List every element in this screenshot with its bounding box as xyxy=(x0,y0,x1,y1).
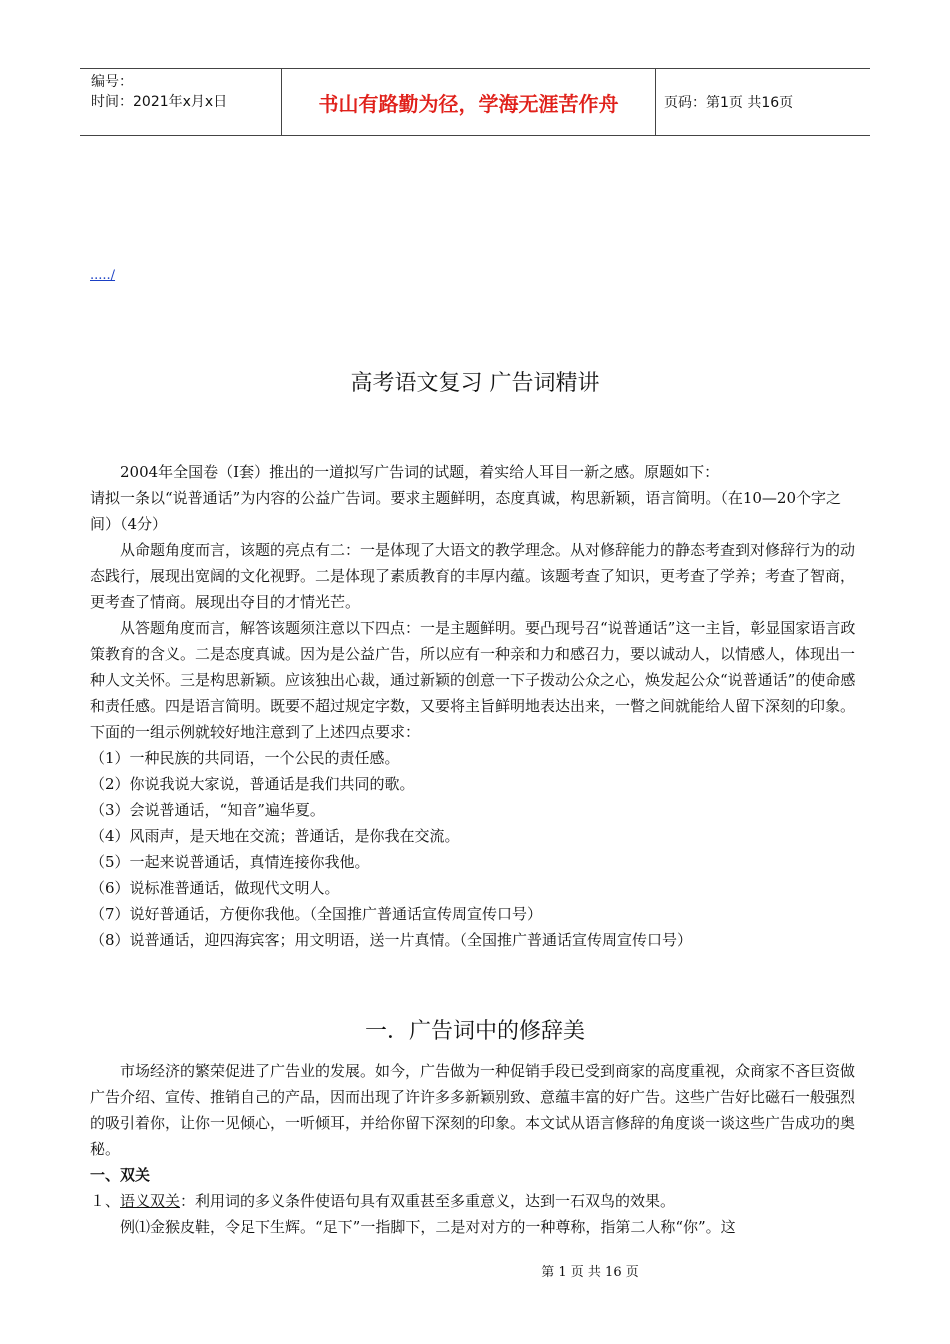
header-meta xyxy=(80,69,282,135)
example-item: （5）一起来说普通话，真情连接你我他。 xyxy=(90,853,370,871)
example-item: （7）说好普通话，方便你我他。（全国推广普通话宣传周宣传口号） xyxy=(90,905,543,923)
header-table xyxy=(80,68,870,136)
header-motto: 书山有路勤为径，学海无涯苦作舟 xyxy=(282,69,656,135)
example-item: （4）风雨声，是天地在交流；普通话，是你我在交流。 xyxy=(90,827,460,845)
section-paragraph-1: 市场经济的繁荣促进了广告业的发展。如今，广告做为一种促销手段已受到商家的高度重视，众商家不吝巨资做广告介绍、宣传、推销自己的产品，因而出现了许许多多新颖别致、意蕴丰富的好广告。这些广告好比磁石一般强烈的吸引着你，让你一见倾心，一听倾耳，并给你留下深刻的印象。本文试从语言修辞的角度谈一谈这些广告成功的奥秘。 xyxy=(90,1062,856,1158)
intro-paragraph-4: 从答题角度而言，解答该题须注意以下四点：一是主题鲜明。要凸现号召“说普通话”这一主旨，彰显国家语言政策教育的含义。二是态度真诚。因为是公益广告，所以应有一种亲和力和感召力，要以诚动人，以情感人，体现出一种人文关怀。三是构思新颖。应该独出心裁，通过新颖的创意一下子拨动公众之心，焕发起公众“说普通话”的使命感和责任感。四是语言简明。既要不超过规定字数，又要将主旨鲜明地表达出来，一瞥之间就能给人留下深刻的印象。下面的一组示例就较好地注意到了上述四点要求： xyxy=(90,619,856,741)
example-item: （8）说普通话，迎四海宾客；用文明语，送一片真情。（全国推广普通话宣传周宣传口号） xyxy=(90,931,693,949)
example-item: （2）你说我说大家说，普通话是我们共同的歌。 xyxy=(90,775,415,793)
example-item: （6）说标准普通话，做现代文明人。 xyxy=(90,879,340,897)
intro-paragraph-3: 从命题角度而言，该题的亮点有二：一是体现了大语文的教学理念。从对修辞能力的静态考查到对修辞行为的动态践行，展现出宽阔的文化视野。二是体现了素质教育的丰厚内蕴。该题考查了知识，更考查了学养；考查了智商，更考查了情商。展现出夺目的才情光芒。 xyxy=(90,541,856,611)
example-paragraph: 例⑴金猴皮鞋，令足下生辉。“足下”一指脚下，二是对对方的一种尊称，指第二人称“你”。这 xyxy=(120,1218,736,1236)
list-item xyxy=(90,1188,860,1214)
page-title: 高考语文复习 广告词精讲 xyxy=(350,371,600,396)
header-page-info: 页码：第1页 共16页 xyxy=(664,95,794,111)
subsection-heading: 一、双关 xyxy=(90,1166,151,1184)
section-title: 一．广告词中的修辞美 xyxy=(364,1019,585,1044)
example-item: （3）会说普通话，“知音”遍华夏。 xyxy=(90,801,325,819)
page-footer: 第 1 页 共 16 页 xyxy=(541,1265,639,1280)
intro-section xyxy=(90,459,860,953)
item-term: 语义双关 xyxy=(120,1192,181,1210)
intro-paragraph-1: 2004年全国卷（I套）推出的一道拟写广告词的试题，着实给人耳目一新之感。原题如下： xyxy=(120,463,720,481)
item-text: ：利用词的多义条件使语句具有双重甚至多重意义，达到一石双鸟的效果。 xyxy=(180,1192,676,1210)
number-label: 编号： xyxy=(91,74,133,90)
date-label: 时间：2021年x月x日 xyxy=(91,94,228,110)
section-1-body xyxy=(90,1058,860,1240)
example-item: （1）一种民族的共同语，一个公民的责任感。 xyxy=(90,749,400,767)
item-number: １、 xyxy=(90,1192,121,1210)
source-link[interactable]: ...../ xyxy=(90,268,116,283)
intro-paragraph-2: 请拟一条以“说普通话”为内容的公益广告词。要求主题鲜明，态度真诚，构思新颖，语言简明。（在10—20个字之间）（4分） xyxy=(90,489,842,533)
